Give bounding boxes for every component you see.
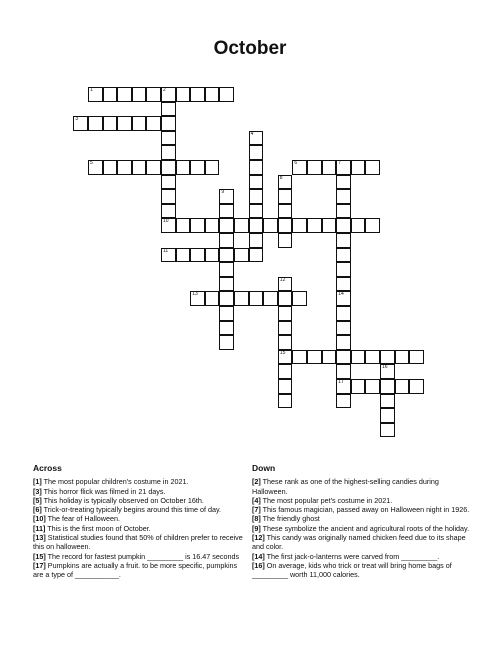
grid-cell[interactable] [380, 408, 395, 423]
grid-cell[interactable] [219, 87, 234, 102]
across-clue [33, 514, 248, 523]
grid-cell[interactable] [161, 87, 176, 102]
down-clue [252, 514, 474, 523]
clue-number: [3] [33, 486, 42, 496]
grid-cell[interactable] [336, 379, 351, 394]
grid-cell[interactable] [176, 248, 191, 263]
grid-cell[interactable] [336, 233, 351, 248]
clue-number: [1] [33, 477, 42, 487]
grid-cell[interactable] [190, 87, 205, 102]
grid-cell[interactable] [351, 350, 366, 365]
grid-cell[interactable] [103, 116, 118, 131]
grid-cell[interactable] [278, 189, 293, 204]
cell-number: 4 [250, 130, 254, 137]
grid-cell[interactable] [351, 379, 366, 394]
cell-number: 5 [90, 160, 93, 166]
grid-cell[interactable] [278, 321, 293, 336]
grid-cell[interactable] [278, 394, 293, 409]
clue-number: [12] [252, 533, 265, 543]
grid-cell[interactable] [263, 291, 278, 306]
grid-cell[interactable] [278, 291, 293, 306]
grid-cell[interactable] [161, 116, 176, 131]
grid-cell[interactable] [146, 160, 161, 175]
grid-cell[interactable] [219, 233, 234, 248]
cell-number: 14 [338, 291, 344, 298]
clue-text: This horror flick was filmed in 21 days. [41, 486, 166, 496]
grid-cell[interactable] [219, 189, 234, 204]
grid-cell[interactable] [205, 87, 220, 102]
grid-cell[interactable] [336, 335, 351, 350]
grid-cell[interactable] [263, 218, 278, 233]
across-clue [33, 477, 248, 486]
cell-number: 7 [338, 160, 341, 166]
grid-cell[interactable] [380, 379, 395, 394]
down-clue [252, 524, 474, 533]
grid-cell[interactable] [176, 87, 191, 102]
grid-cell[interactable] [176, 218, 191, 233]
cell-number: 3 [75, 116, 79, 123]
down-clue [252, 505, 474, 514]
across-clue [33, 524, 248, 533]
grid-cell[interactable] [161, 218, 176, 233]
clue-text: These rank as one of the highest-selling candies during Halloween. [252, 477, 439, 496]
down-clue [252, 561, 474, 580]
grid-cell[interactable] [380, 394, 395, 409]
clue-number: [10] [33, 514, 46, 524]
clue-text: These symbolize the ancient and agricultural roots of the holiday. [260, 523, 470, 533]
grid-cell[interactable] [249, 145, 264, 160]
clue-number: [15] [33, 551, 46, 561]
grid-cell[interactable] [278, 379, 293, 394]
cell-number: 8 [279, 174, 283, 181]
grid-cell[interactable] [117, 116, 132, 131]
grid-cell[interactable] [336, 350, 351, 365]
clue-text: Statistical studies found that 50% of children prefer to receive this on halloween. [33, 533, 243, 552]
grid-cell[interactable] [336, 218, 351, 233]
clue-number: [7] [252, 505, 261, 515]
grid-cell[interactable] [249, 175, 264, 190]
grid-cell[interactable] [205, 160, 220, 175]
grid-cell[interactable] [205, 248, 220, 263]
clue-text: This is the first moon of October. [45, 523, 151, 533]
clue-number: [4] [252, 495, 261, 505]
across-clue [33, 552, 248, 561]
across-clue-list [33, 477, 248, 579]
grid-cell[interactable] [409, 379, 424, 394]
grid-cell[interactable] [219, 335, 234, 350]
grid-cell[interactable] [234, 291, 249, 306]
grid-cell[interactable] [336, 248, 351, 263]
grid-cell[interactable] [190, 248, 205, 263]
grid-cell[interactable] [161, 102, 176, 117]
grid-cell[interactable] [219, 262, 234, 277]
puzzle-title: October [213, 38, 287, 59]
grid-cell[interactable] [336, 204, 351, 219]
clue-text: The first jack-o-lanterns were carved from _________. [264, 551, 440, 561]
down-clue [252, 477, 474, 496]
cell-number: 10 [163, 218, 169, 225]
grid-cell[interactable] [322, 160, 337, 175]
grid-cell[interactable] [219, 291, 234, 306]
clue-text: On average, kids who trick or treat will bring home bags of _________ worth 11,000 calories. [252, 560, 452, 580]
grid-cell[interactable] [103, 160, 118, 175]
grid-cell[interactable] [278, 350, 293, 365]
cell-number: 2 [163, 87, 166, 93]
down-clues [252, 464, 474, 580]
across-clues [33, 464, 248, 580]
grid-cell[interactable] [307, 160, 322, 175]
grid-cell[interactable] [219, 277, 234, 292]
grid-cell[interactable] [132, 160, 147, 175]
grid-cell[interactable] [249, 204, 264, 219]
grid-cell[interactable] [395, 379, 410, 394]
grid-cell[interactable] [292, 160, 307, 175]
clue-number: [5] [33, 495, 42, 505]
clue-number: [11] [33, 523, 46, 533]
cell-number: 11 [163, 247, 169, 254]
across-clue [33, 496, 248, 505]
grid-cell[interactable] [249, 291, 264, 306]
grid-cell[interactable] [336, 160, 351, 175]
clue-text: The most popular children's costume in 2021. [41, 477, 189, 487]
grid-cell[interactable] [336, 394, 351, 409]
grid-cell[interactable] [88, 87, 103, 102]
grid-cell[interactable] [219, 248, 234, 263]
down-clue [252, 533, 474, 552]
grid-cell[interactable] [336, 189, 351, 204]
grid-cell[interactable] [292, 291, 307, 306]
grid-cell[interactable] [161, 248, 176, 263]
grid-cell[interactable] [73, 116, 88, 131]
across-clue [33, 533, 248, 552]
grid-cell[interactable] [219, 204, 234, 219]
grid-cell[interactable] [146, 87, 161, 102]
grid-cell[interactable] [234, 218, 249, 233]
grid-cell[interactable] [395, 350, 410, 365]
grid-cell[interactable] [336, 175, 351, 190]
clue-text: This famous magician, passed away on Halloween night in 1926. [260, 505, 470, 515]
down-clue-list [252, 477, 474, 579]
grid-cell[interactable] [365, 218, 380, 233]
grid-cell[interactable] [278, 306, 293, 321]
grid-cell[interactable] [205, 291, 220, 306]
grid-cell[interactable] [278, 204, 293, 219]
grid-cell[interactable] [249, 218, 264, 233]
grid-cell[interactable] [322, 218, 337, 233]
grid-cell[interactable] [103, 87, 118, 102]
cell-number: 17 [338, 379, 344, 385]
grid-cell[interactable] [278, 364, 293, 379]
grid-cell[interactable] [278, 233, 293, 248]
down-clue [252, 496, 474, 505]
clue-text: The record for fastest pumpkin _________ is 16.47 seconds [45, 551, 240, 561]
grid-cell[interactable] [132, 116, 147, 131]
across-clue [33, 505, 248, 514]
grid-cell[interactable] [190, 160, 205, 175]
grid-cell[interactable] [292, 218, 307, 233]
down-heading: Down [252, 463, 276, 473]
clue-number: [16] [252, 560, 265, 570]
grid-cell[interactable] [307, 218, 322, 233]
grid-cell[interactable] [351, 160, 366, 175]
grid-cell[interactable] [161, 131, 176, 146]
cell-number: 15 [279, 349, 286, 356]
across-clue [33, 561, 248, 580]
grid-cell[interactable] [219, 321, 234, 336]
grid-cell[interactable] [336, 321, 351, 336]
grid-cell[interactable] [161, 175, 176, 190]
across-heading: Across [33, 463, 62, 473]
clue-number: [2] [252, 477, 261, 487]
clue-text: This holiday is typically observed on October 16th. [41, 495, 204, 505]
grid-cell[interactable] [336, 306, 351, 321]
grid-cell[interactable] [176, 160, 191, 175]
grid-cell[interactable] [161, 204, 176, 219]
grid-cell[interactable] [161, 145, 176, 160]
down-clue [252, 552, 474, 561]
grid-cell[interactable] [336, 291, 351, 306]
grid-cell[interactable] [249, 248, 264, 263]
grid-cell[interactable] [205, 218, 220, 233]
grid-cell[interactable] [190, 291, 205, 306]
grid-cell[interactable] [409, 350, 424, 365]
grid-cell[interactable] [146, 116, 161, 131]
grid-cell[interactable] [161, 189, 176, 204]
grid-cell[interactable] [380, 364, 395, 379]
clue-number: [17] [33, 560, 46, 570]
grid-cell[interactable] [322, 350, 337, 365]
cell-number: 6 [294, 160, 298, 166]
grid-cell[interactable] [161, 160, 176, 175]
grid-cell[interactable] [249, 189, 264, 204]
grid-cell[interactable] [219, 218, 234, 233]
clue-text: Pumpkins are actually a fruit. to be more specific, pumpkins are a type of ___________. [33, 560, 238, 580]
grid-cell[interactable] [336, 364, 351, 379]
grid-cell[interactable] [336, 277, 351, 292]
clue-text: The friendly ghost [260, 514, 320, 524]
clue-number: [14] [252, 551, 265, 561]
cell-number: 9 [221, 189, 225, 196]
grid-cell[interactable] [249, 131, 264, 146]
grid-cell[interactable] [365, 160, 380, 175]
grid-cell[interactable] [336, 262, 351, 277]
grid-cell[interactable] [249, 160, 264, 175]
grid-cell[interactable] [380, 423, 395, 438]
grid-cell[interactable] [88, 116, 103, 131]
grid-cell[interactable] [365, 379, 380, 394]
cell-number: 12 [279, 276, 286, 283]
grid-cell[interactable] [249, 233, 264, 248]
grid-cell[interactable] [278, 218, 293, 233]
grid-cell[interactable] [380, 350, 395, 365]
cell-number: 1 [90, 87, 93, 93]
clue-number: [8] [252, 514, 261, 524]
grid-cell[interactable] [278, 175, 293, 190]
cell-number: 16 [382, 364, 388, 371]
grid-cell[interactable] [365, 350, 380, 365]
grid-cell[interactable] [234, 248, 249, 263]
cell-number: 13 [192, 291, 198, 298]
grid-cell[interactable] [278, 335, 293, 350]
grid-cell[interactable] [307, 350, 322, 365]
grid-cell[interactable] [117, 87, 132, 102]
clue-number: [9] [252, 523, 261, 533]
grid-cell[interactable] [292, 350, 307, 365]
across-clue [33, 487, 248, 496]
clue-text: This candy was originally named chicken feed due to its shape and color. [252, 533, 466, 552]
clue-text: Trick-or-treating typically begins around this time of day. [41, 505, 222, 515]
grid-cell[interactable] [132, 87, 147, 102]
grid-cell[interactable] [88, 160, 103, 175]
grid-cell[interactable] [219, 306, 234, 321]
clue-number: [13] [33, 533, 46, 543]
clue-text: The most popular pet's costume in 2021. [260, 495, 393, 505]
grid-cell[interactable] [117, 160, 132, 175]
grid-cell[interactable] [190, 218, 205, 233]
clue-number: [6] [33, 505, 42, 515]
grid-cell[interactable] [278, 277, 293, 292]
clue-text: The fear of Halloween. [45, 514, 120, 524]
grid-cell[interactable] [351, 218, 366, 233]
